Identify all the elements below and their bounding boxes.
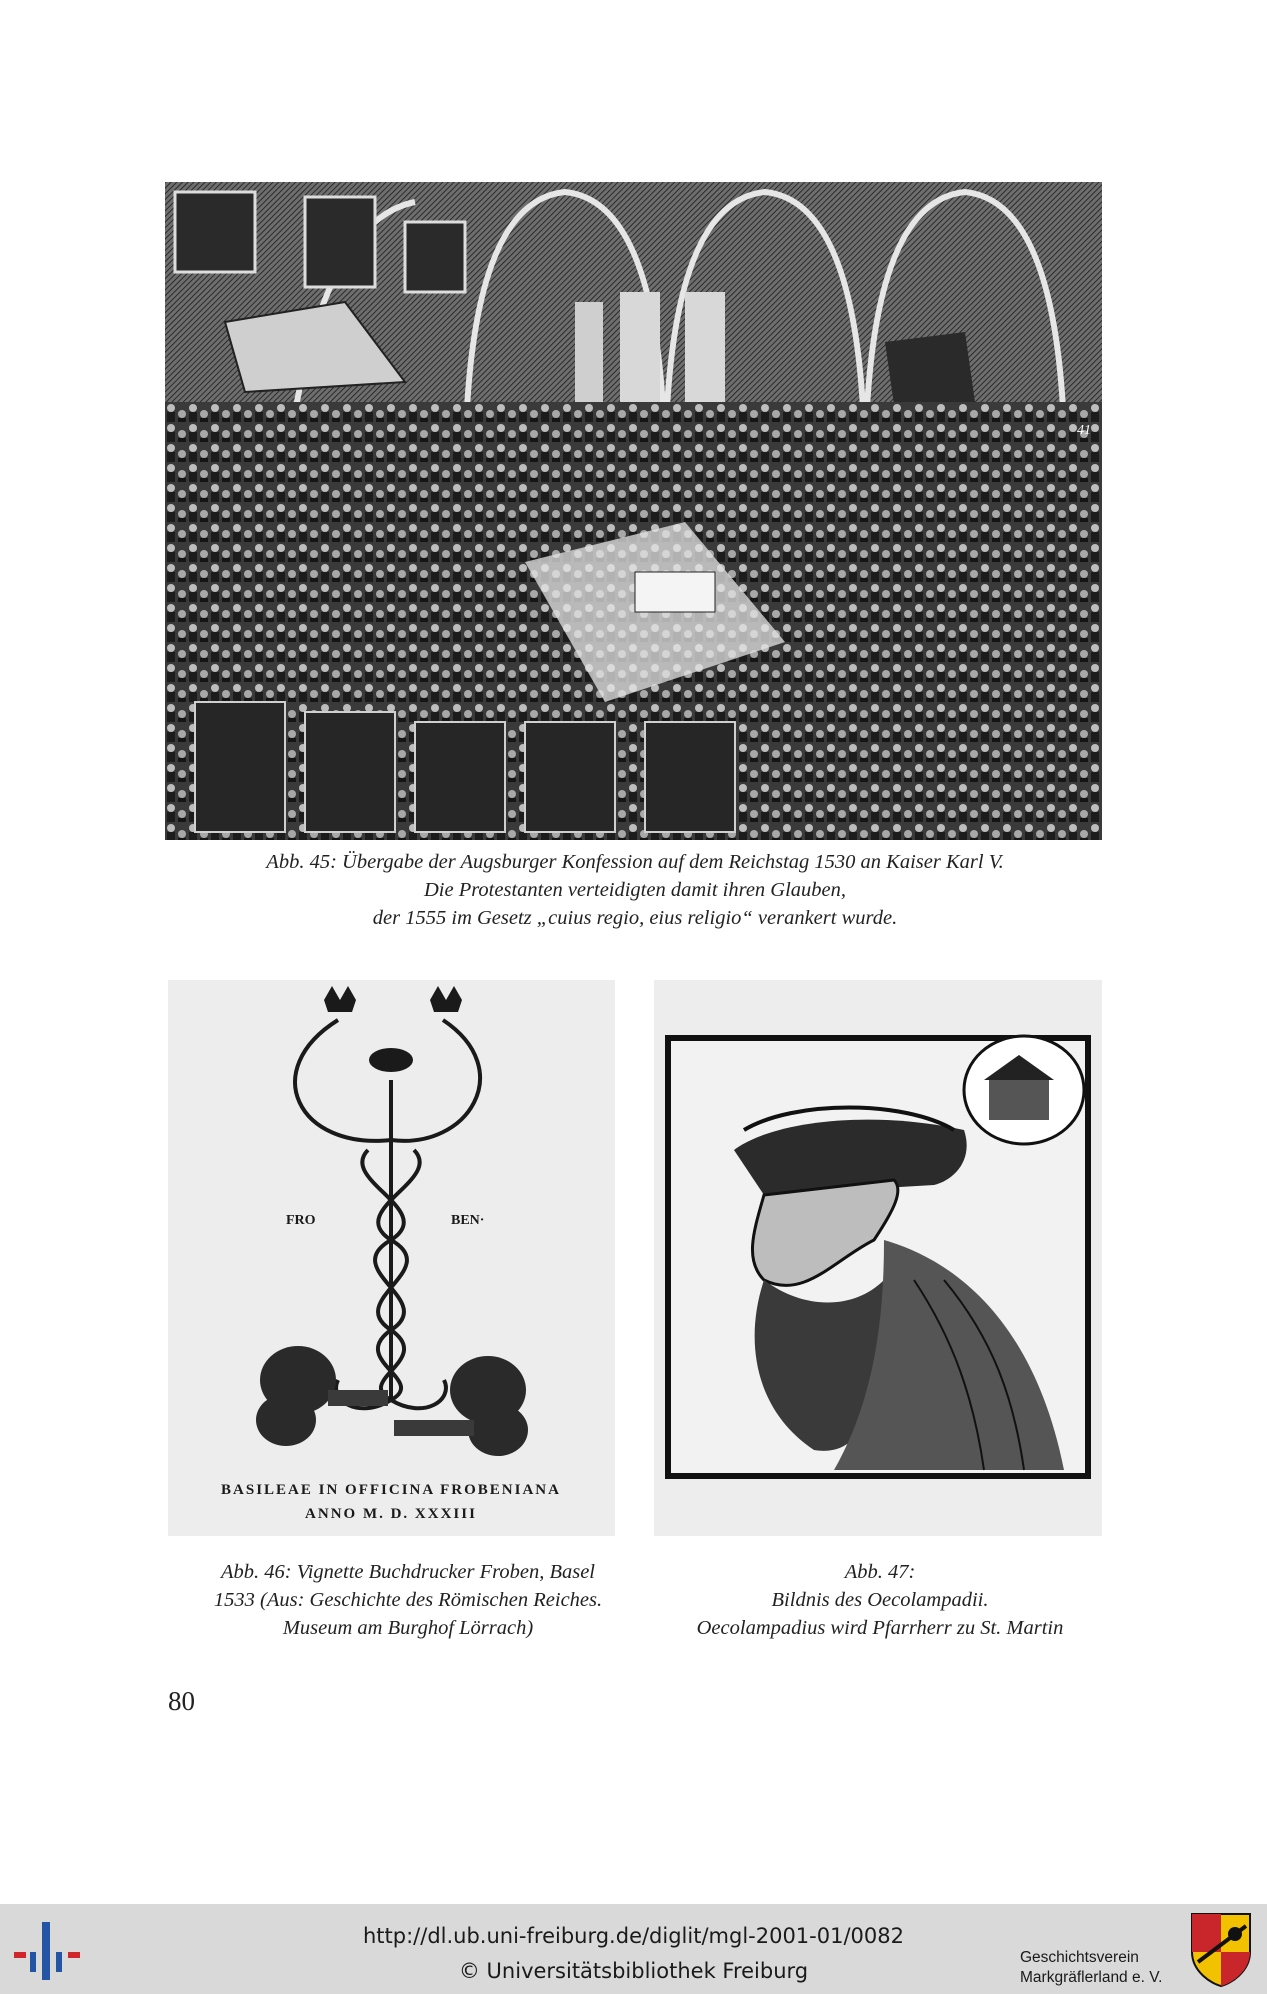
caption-line: Museum am Burghof Lörrach)	[282, 1617, 534, 1639]
froben-inscription-left: FRO	[286, 1213, 316, 1228]
froben-inscription-bottom-line-2: ANNO M. D. XXXIII	[305, 1506, 477, 1522]
document-url-link[interactable]	[0, 1924, 1267, 1948]
caption-line: Abb. 46: Vignette Buchdrucker Froben, Basel	[220, 1561, 595, 1583]
society-name-line-1: Geschichtsverein	[1020, 1949, 1139, 1966]
figure-45-engraving	[165, 182, 1102, 840]
caption-line: Abb. 45: Übergabe der Augsburger Konfession auf dem Reichstag 1530 an Kaiser Karl V.	[266, 851, 1004, 873]
reichstag-hall-illustration	[165, 182, 1102, 840]
copyright-notice: © Universitätsbibliothek Freiburg	[458, 1959, 809, 1983]
froben-printers-mark	[168, 980, 615, 1536]
caption-line: Bildnis des Oecolampadii.	[771, 1589, 989, 1611]
caption-figure-47	[660, 1558, 1100, 1642]
footer-bar	[0, 1904, 1267, 1994]
society-name	[1020, 1948, 1190, 1988]
caption-line: Abb. 47:	[844, 1561, 916, 1583]
caption-figure-45	[165, 848, 1105, 932]
figure-47-oecolampadius-portrait	[654, 980, 1102, 1536]
caption-line: 1533 (Aus: Geschichte des Römischen Reiches.	[213, 1589, 603, 1611]
oecolampadius-woodcut	[654, 980, 1102, 1536]
caption-line: Die Protestanten verteidigten damit ihren Glauben,	[423, 879, 847, 901]
document-url[interactable]: http://dl.ub.uni-freiburg.de/diglit/mgl-2001-01/0082	[362, 1924, 904, 1948]
caption-line: Oecolampadius wird Pfarrherr zu St. Martin	[696, 1617, 1064, 1639]
figure-46-froben-vignette	[168, 980, 615, 1536]
coat-of-arms-icon	[1190, 1912, 1252, 1988]
society-name-line-2: Markgräflerland e. V.	[1020, 1969, 1163, 1986]
caption-line: der 1555 im Gesetz „cuius regio, eius religio“ verankert wurde.	[372, 907, 898, 929]
froben-inscription-right: BEN·	[451, 1213, 485, 1228]
froben-inscription-bottom-line-1: BASILEAE IN OFFICINA FROBENIANA	[221, 1482, 561, 1498]
caption-figure-46	[168, 1558, 648, 1642]
page-number: 80	[168, 1686, 195, 1716]
plate-number: 41	[1077, 423, 1091, 438]
